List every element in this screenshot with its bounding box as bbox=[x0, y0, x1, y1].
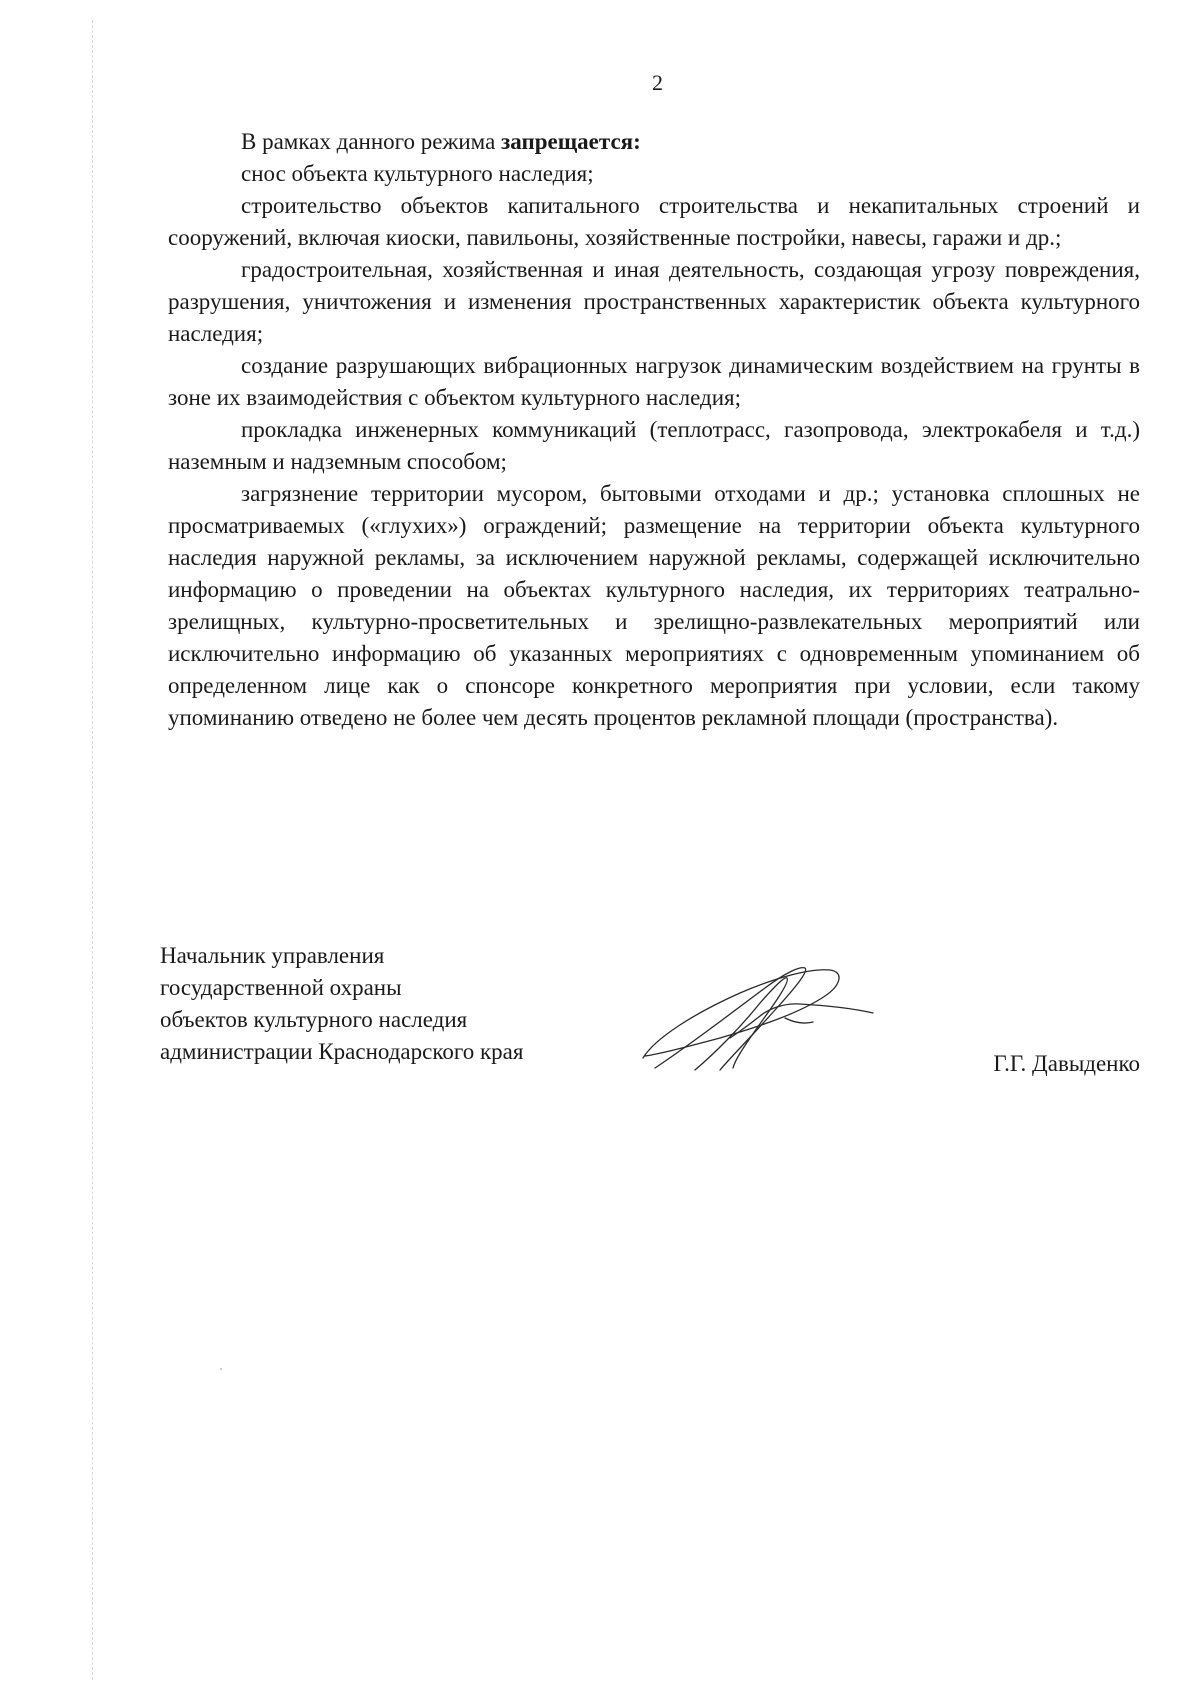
signer-title-line: администрации Краснодарского края bbox=[160, 1039, 524, 1064]
intro-text: В рамках данного режима bbox=[241, 129, 502, 154]
prohibition-item: градостроительная, хозяйственная и иная деятельность, создающая угрозу повреждения, разрушения, уничтожения и изменения пространственных характеристик объекта культурного наследия; bbox=[168, 257, 1140, 346]
prohibition-item: строительство объектов капитального строительства и некапитальных строений и сооружений, включая киоски, павильоны, хозяйственные постройки, навесы, гаражи и др.; bbox=[168, 193, 1140, 250]
signer-title-line: Начальник управления bbox=[160, 943, 385, 968]
intro-paragraph bbox=[168, 126, 1140, 158]
document-body bbox=[168, 126, 1140, 734]
signature-block bbox=[160, 940, 1140, 1120]
signer-name: Г.Г. Давыденко bbox=[993, 1051, 1140, 1076]
handwritten-signature bbox=[635, 958, 875, 1078]
signer-title-line: государственной охраны bbox=[160, 975, 402, 1000]
prohibition-item: прокладка инженерных коммуникаций (теплотрасс, газопровода, электрокабеля и т.д.) наземным и надземным способом; bbox=[168, 417, 1140, 474]
prohibition-item: загрязнение территории мусором, бытовыми отходами и др.; установка сплошных не просматриваемых («глухих») ограждений; размещение на территории объекта культурного наследия наружной рекламы, за исключением наружной рекламы, содержащей исключительно информацию о проведении на объектах культурного наследия, их территориях театрально-зрелищных, культурно-просветительных и зрелищно-развлекательных мероприятий или исключительно информацию об указанных мероприятиях с одновременным упоминанием об определенном лице как о спонсоре конкретного мероприятия при условии, если такому упоминанию отведено не более чем десять процентов рекламной площади (пространства). bbox=[168, 481, 1140, 730]
scan-speck bbox=[220, 1368, 222, 1370]
intro-emphasis: запрещается: bbox=[501, 129, 641, 154]
signer-title bbox=[160, 940, 523, 1068]
scan-edge-line bbox=[92, 20, 93, 1680]
prohibition-item: создание разрушающих вибрационных нагрузок динамическим воздействием на грунты в зоне их взаимодействия с объектом культурного наследия; bbox=[168, 353, 1140, 410]
prohibition-item: снос объекта культурного наследия; bbox=[241, 161, 594, 186]
page-number: 2 bbox=[652, 70, 663, 95]
signer-title-line: объектов культурного наследия bbox=[160, 1007, 468, 1032]
